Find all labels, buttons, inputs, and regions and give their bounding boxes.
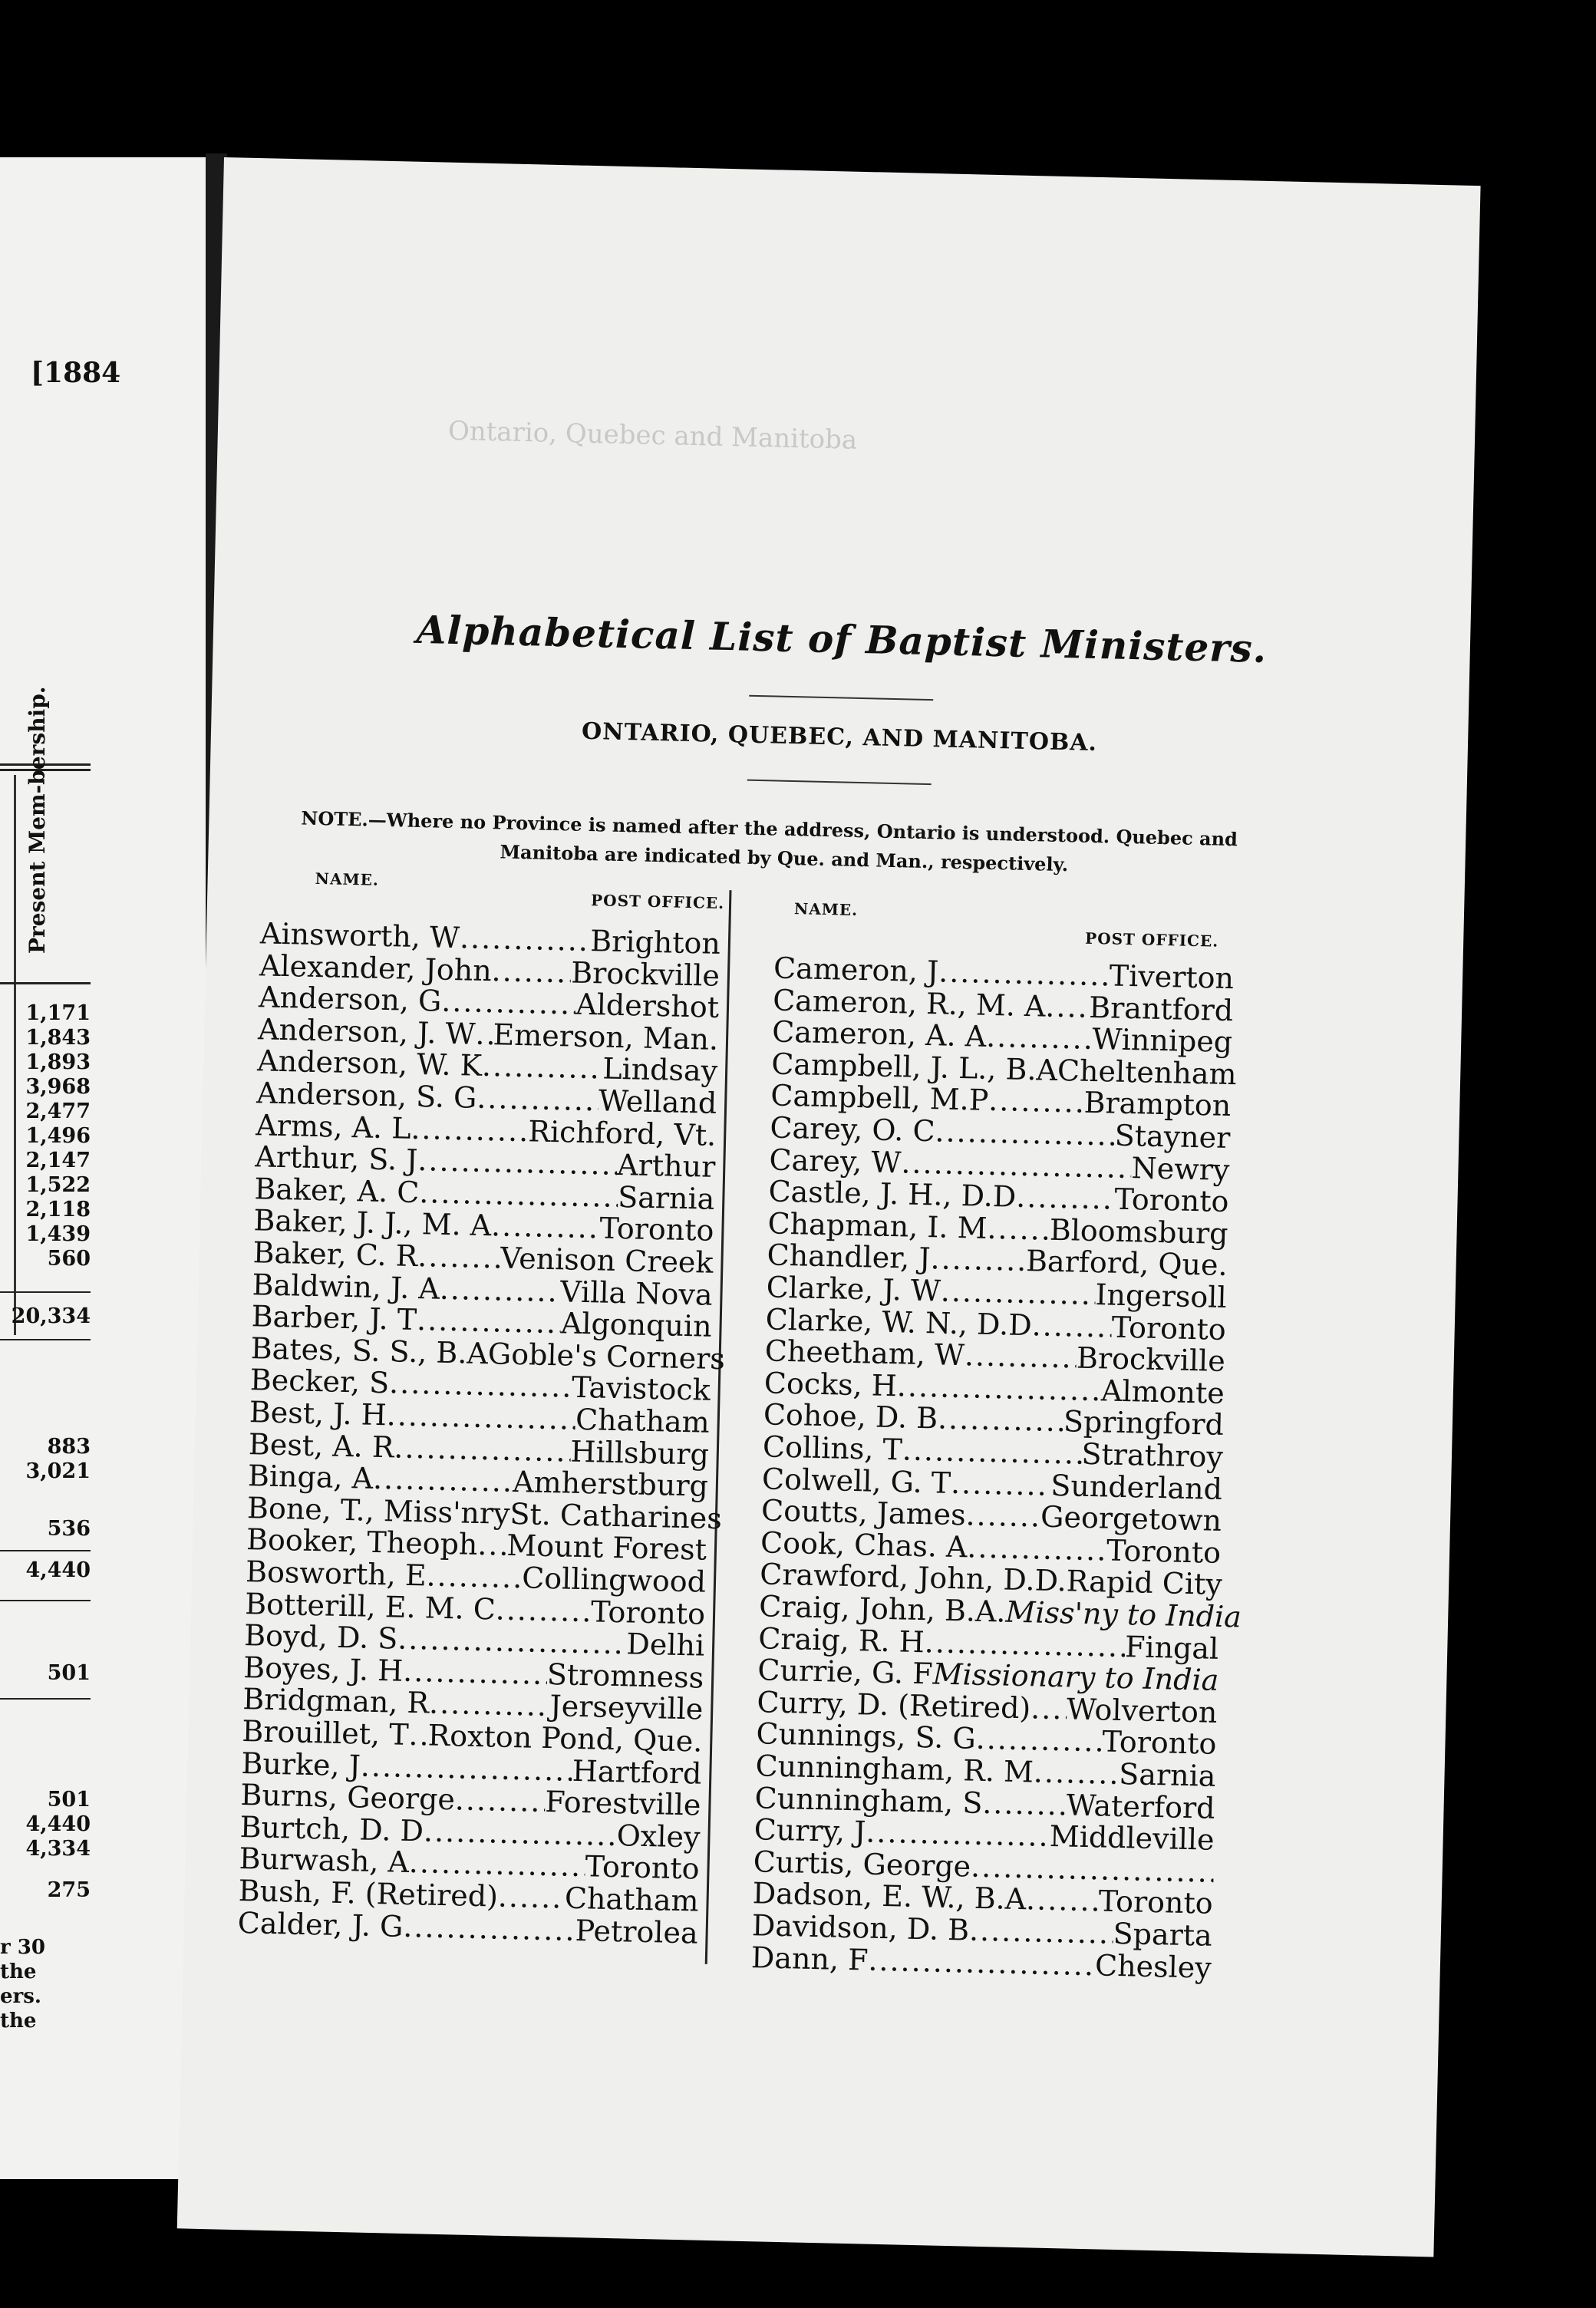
post-office: Fingal	[1124, 1629, 1219, 1666]
leader-dots	[454, 1785, 545, 1818]
minister-name: Cook, Chas. A	[760, 1525, 968, 1564]
minister-name: Currie, G. F	[757, 1653, 934, 1691]
minister-name: Cohoe, D. B	[763, 1397, 938, 1436]
post-office: Emerson, Man.	[493, 1017, 719, 1057]
minister-name: Bosworth, E	[245, 1555, 427, 1593]
post-office: Toronto	[1098, 1884, 1214, 1921]
post-office: Hartford	[572, 1753, 702, 1791]
leader-dots	[965, 1500, 1040, 1533]
leader-dots	[417, 1145, 618, 1181]
table-column-rule	[14, 775, 16, 1335]
minister-name: Brouillet, T	[241, 1714, 410, 1752]
cut-off-text: the	[0, 2010, 37, 2033]
post-office: Chesley	[1094, 1947, 1212, 1985]
leader-dots	[935, 1116, 1115, 1151]
leader-dots	[930, 1244, 1026, 1278]
minister-name: Campbell, M.P	[770, 1078, 989, 1118]
leader-dots	[460, 922, 591, 957]
leader-dots	[866, 1817, 1050, 1852]
minister-name: Becker, S	[249, 1363, 390, 1400]
membership-count: 275	[47, 1878, 91, 1902]
post-office: Collingwood	[521, 1561, 707, 1599]
leader-dots	[408, 1847, 585, 1882]
subtitle-rule	[747, 780, 932, 785]
membership-count: 1,843	[25, 1026, 91, 1050]
leader-dots	[441, 986, 576, 1020]
minister-name: Dann, F	[750, 1940, 869, 1977]
post-office: Newry	[1131, 1150, 1230, 1187]
minister-name: Burke, J	[241, 1746, 361, 1783]
leader-dots	[439, 1273, 560, 1307]
post-office: Toronto	[1114, 1182, 1229, 1219]
right-page	[177, 157, 1481, 2257]
minister-name: Bush, F. (Retired)	[238, 1874, 499, 1914]
post-office: Sunderland	[1050, 1468, 1223, 1506]
membership-count: 1,439	[25, 1222, 91, 1246]
post-office: Toronto	[1101, 1724, 1217, 1762]
membership-count: 3,968	[25, 1075, 91, 1099]
leader-dots	[902, 1434, 1082, 1469]
membership-count: 1,171	[25, 1001, 91, 1025]
leader-dots	[938, 956, 1110, 991]
post-office: Tavistock	[571, 1370, 711, 1408]
post-office: Lindsay	[602, 1051, 718, 1089]
post-office: Wolverton	[1066, 1692, 1218, 1729]
minister-name: Calder, J. G	[237, 1905, 404, 1944]
minister-name: Crawford, John, D.D.	[759, 1557, 1067, 1598]
minister-name: Anderson, J. W	[257, 1012, 476, 1051]
minister-name: Colwell, G. T	[761, 1461, 951, 1500]
post-office: Roxton Pond, Que.	[427, 1718, 703, 1759]
minister-name: Boyd, D. S	[243, 1618, 398, 1656]
title-rule	[749, 695, 933, 701]
minister-name: Alexander, John	[259, 948, 493, 987]
leader-dots	[1030, 1693, 1067, 1725]
leader-dots	[868, 1944, 1096, 1981]
leader-dots	[417, 1241, 501, 1274]
minister-name: Botterill, E. M. C	[244, 1586, 496, 1627]
minister-name: Cameron, R., M. A	[772, 983, 1046, 1024]
post-office: Toronto	[1106, 1533, 1222, 1570]
membership-count: 536	[47, 1517, 91, 1541]
post-office: Brockville	[570, 955, 721, 993]
minister-name: Bone, T., Miss'nry	[246, 1490, 511, 1531]
post-office: Brighton	[589, 924, 721, 961]
leader-dots	[969, 1915, 1113, 1950]
cut-off-text: the	[0, 1960, 37, 1983]
post-office: Brantford	[1088, 990, 1234, 1027]
membership-count: 501	[47, 1788, 91, 1812]
leader-dots	[491, 1211, 600, 1245]
minister-name: Cunnings, S. G	[756, 1716, 977, 1756]
post-office: Algonquin	[560, 1306, 713, 1344]
minister-name: Clarke, W. N., D.D	[765, 1302, 1033, 1342]
post-office: Bloomsburg	[1049, 1212, 1229, 1251]
leader-dots	[1026, 1884, 1099, 1917]
minister-name: Baker, J. J., M. A	[253, 1203, 492, 1243]
post-office: St. Catharines	[509, 1496, 723, 1535]
membership-count: 1,522	[25, 1173, 91, 1197]
leader-dots	[475, 1019, 493, 1051]
leader-dots	[394, 1432, 571, 1467]
minister-name: Davidson, D. B	[751, 1908, 970, 1947]
post-office: Delhi	[625, 1627, 705, 1663]
minister-name: Carey, O. C	[769, 1110, 936, 1149]
post-office: Forestville	[544, 1785, 701, 1822]
post-office: Ingersoll	[1095, 1278, 1228, 1315]
post-office: Rapid City	[1066, 1564, 1223, 1602]
post-office: Almonte	[1100, 1373, 1225, 1410]
post-office: Toronto	[590, 1594, 706, 1631]
post-office: Sparta	[1113, 1916, 1213, 1953]
membership-count: 883	[47, 1435, 91, 1459]
membership-column-header: Present Mem-bership.	[25, 686, 50, 954]
membership-count: 2,477	[25, 1100, 91, 1123]
minister-name: Cunningham, R. M	[755, 1749, 1034, 1789]
post-office: Georgetown	[1040, 1499, 1222, 1538]
minister-name: Booker, Theoph	[246, 1522, 478, 1562]
post-office: Sarnia	[1118, 1757, 1216, 1793]
leader-dots	[397, 1624, 627, 1660]
leader-dots	[986, 1021, 1093, 1055]
post-office: Tiverton	[1109, 958, 1235, 996]
leader-dots	[1031, 1310, 1112, 1343]
minister-name: Curtis, George	[753, 1845, 971, 1884]
minister-name: Burns, George	[240, 1778, 456, 1817]
leader-dots	[417, 1304, 562, 1339]
post-office: Villa Nova	[559, 1274, 714, 1312]
name-header-right: NAME.	[793, 899, 859, 919]
post-office: Chatham	[564, 1881, 700, 1918]
leader-dots	[987, 1213, 1050, 1246]
leader-dots	[965, 1340, 1077, 1373]
leader-dots	[975, 1723, 1103, 1758]
page-subtitle: ONTARIO, QUEBEC, AND MANITOBA.	[581, 717, 1098, 757]
membership-count: 20,334	[11, 1304, 91, 1328]
post-office-header-right: POST OFFICE.	[1084, 928, 1219, 951]
minister-name: Anderson, S. G	[256, 1076, 477, 1115]
leader-dots	[495, 1594, 591, 1627]
post-office: Welland	[598, 1083, 717, 1120]
minister-name: Cheetham, W	[764, 1334, 965, 1373]
post-office: Mount Forest	[506, 1528, 707, 1568]
post-office: Toronto	[585, 1849, 701, 1887]
minister-name: Bates, S. S., B.A	[250, 1330, 489, 1370]
post-office: Stayner	[1114, 1118, 1231, 1156]
leader-dots	[1016, 1182, 1115, 1215]
post-office: Amherstburg	[512, 1465, 709, 1503]
membership-count: 1,893	[25, 1050, 91, 1074]
post-office: Miss'ny to India	[1005, 1594, 1242, 1634]
page-title: Alphabetical List of Baptist Ministers.	[416, 606, 1268, 671]
post-office: Petrolea	[575, 1913, 699, 1950]
leader-dots	[951, 1468, 1051, 1502]
minister-name: Arms, A. L	[255, 1107, 411, 1146]
minister-name: Curry, D. (Retired)	[757, 1685, 1031, 1726]
post-office: Barford, Que.	[1025, 1244, 1228, 1283]
leader-dots	[386, 1400, 575, 1436]
post-office: Chatham	[575, 1402, 711, 1439]
post-office: Strathroy	[1081, 1436, 1224, 1474]
minister-name: Bridgman, R	[242, 1682, 430, 1720]
total-rule	[0, 1600, 91, 1601]
minister-name: Ainsworth, W	[259, 916, 460, 955]
cut-off-text: ers.	[0, 1985, 41, 2008]
post-office: Venison Creek	[500, 1241, 714, 1280]
minister-name: Binga, A	[247, 1459, 374, 1496]
minister-name: Baker, A. C	[254, 1172, 420, 1209]
leader-dots	[403, 1656, 548, 1690]
leader-dots	[426, 1560, 523, 1594]
total-rule	[0, 1698, 91, 1700]
leader-dots	[482, 1050, 603, 1085]
post-office: Brockville	[1076, 1340, 1226, 1379]
post-office: Cheltenham	[1057, 1053, 1238, 1092]
leader-dots	[477, 1529, 507, 1561]
cut-off-text: r 30	[0, 1936, 45, 1959]
leader-dots	[988, 1085, 1084, 1119]
post-office: Hillsburg	[569, 1434, 710, 1472]
leader-dots	[491, 955, 572, 988]
membership-count: 4,440	[25, 1558, 91, 1582]
minister-name: Baker, C. R	[252, 1235, 418, 1274]
minister-name: Collins, T	[762, 1429, 903, 1467]
minister-name: Boyes, J. H	[242, 1650, 404, 1688]
minister-name: Carey, W	[769, 1142, 902, 1179]
post-office: Stromness	[546, 1657, 704, 1695]
post-office: Arthur	[616, 1148, 716, 1185]
membership-count: 1,496	[25, 1124, 91, 1148]
leader-dots	[429, 1688, 550, 1723]
leader-dots	[373, 1463, 513, 1498]
membership-count: 4,440	[25, 1812, 91, 1836]
post-office: Aldershot	[575, 987, 720, 1025]
minister-name: Baldwin, J. A	[252, 1267, 440, 1306]
minister-name: Chandler, J	[767, 1238, 932, 1276]
membership-count: 2,147	[25, 1149, 91, 1172]
post-office: Waterford	[1066, 1788, 1216, 1825]
leader-dots	[940, 1276, 1095, 1311]
post-office: Brampton	[1083, 1086, 1232, 1123]
minister-name: Arthur, S. J	[254, 1139, 418, 1178]
minister-name: Cocks, H	[763, 1366, 898, 1403]
post-office: Middleville	[1049, 1819, 1215, 1858]
minister-name: Dadson, E. W., B.A	[752, 1876, 1027, 1917]
post-office: Goble's Corners	[487, 1337, 726, 1377]
bleed-through-text: Ontario, Quebec and Manitoba	[447, 415, 858, 456]
total-rule	[0, 1339, 91, 1340]
leader-dots	[1045, 991, 1090, 1023]
membership-count: 560	[47, 1247, 91, 1271]
total-rule	[0, 1550, 91, 1551]
membership-count: 501	[47, 1661, 91, 1685]
minister-name: Burwash, A	[239, 1841, 410, 1880]
post-office-header-left: POST OFFICE.	[590, 891, 725, 913]
minister-name: Chapman, I. M	[767, 1206, 988, 1245]
header-rule	[0, 982, 91, 984]
post-office: Missionary to India	[932, 1657, 1219, 1698]
leader-dots	[476, 1083, 599, 1117]
post-office: Winnipeg	[1091, 1022, 1233, 1060]
post-office: Richford, Vt.	[527, 1113, 717, 1152]
minister-name: Anderson, G	[258, 980, 442, 1018]
minister-name: Curry, J	[753, 1812, 866, 1849]
membership-count: 2,118	[25, 1198, 91, 1222]
post-office: Toronto	[599, 1211, 714, 1248]
note-paragraph	[300, 804, 1298, 885]
leader-dots	[982, 1788, 1067, 1821]
minister-name: Clarke, J. W	[766, 1270, 941, 1308]
minister-name: Barber, J. T	[251, 1299, 417, 1337]
membership-count: 3,021	[25, 1459, 91, 1483]
leader-dots	[411, 1113, 529, 1146]
leader-dots	[938, 1403, 1064, 1438]
minister-name: Best, J. H	[249, 1395, 387, 1433]
leader-dots	[1034, 1756, 1120, 1790]
minister-name: Burtch, D. D	[239, 1809, 424, 1848]
left-page	[0, 157, 206, 2179]
leader-dots	[967, 1532, 1107, 1566]
minister-name: Cameron, J	[773, 951, 939, 989]
note-line-1: NOTE.—Where no Province is named after the address, Ontario is understood. Quebec and	[301, 806, 1238, 851]
year-label: [1884	[31, 357, 121, 389]
minister-name: Cunningham, S	[754, 1780, 983, 1820]
post-office: Jerseyville	[549, 1689, 704, 1727]
leader-dots	[497, 1881, 565, 1914]
leader-dots	[408, 1719, 428, 1752]
minister-name: Castle, J. H., D.D	[768, 1174, 1017, 1214]
note-line-2: Manitoba are indicated by Que. and Man., respectively.	[500, 840, 1069, 876]
post-office: Toronto	[1111, 1310, 1227, 1347]
post-office: Sarnia	[617, 1179, 715, 1216]
minister-name: Coutts, James	[760, 1493, 967, 1532]
post-office: Oxley	[616, 1818, 701, 1855]
membership-count: 4,334	[25, 1837, 91, 1861]
leader-dots	[424, 1815, 618, 1851]
minister-name: Campbell, J. L., B.A	[770, 1047, 1058, 1087]
minister-name: Cameron, A. A	[771, 1014, 987, 1054]
post-office: Springford	[1063, 1404, 1225, 1442]
minister-name: Craig, R. H	[757, 1621, 925, 1659]
leader-dots	[403, 1911, 575, 1946]
total-rule	[0, 1291, 91, 1293]
minister-name: Best, A. R	[248, 1426, 394, 1465]
minister-name: Anderson, W. K	[256, 1044, 483, 1083]
leader-dots	[389, 1368, 572, 1403]
name-header-left: NAME.	[315, 869, 380, 889]
minister-name: Craig, John, B.A.	[758, 1589, 1007, 1629]
